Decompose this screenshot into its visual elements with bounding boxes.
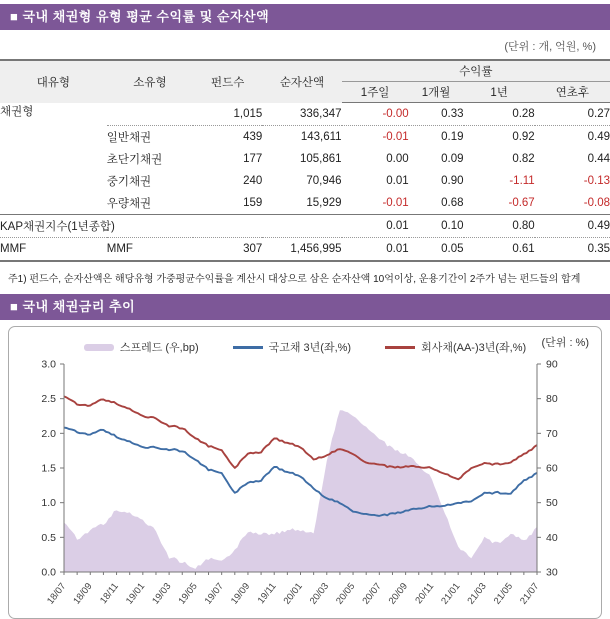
- svg-text:21/03: 21/03: [465, 581, 489, 607]
- legend-item-spread: [84, 339, 199, 355]
- svg-text:21/07: 21/07: [518, 581, 542, 607]
- svg-text:1.0: 1.0: [41, 497, 56, 510]
- svg-text:2.0: 2.0: [41, 427, 56, 440]
- svg-text:21/01: 21/01: [439, 581, 463, 607]
- svg-text:21/05: 21/05: [491, 581, 516, 607]
- section-title-fund-yield: ■ 국내 채권형 유형 평균 수익률 및 순자산액: [0, 4, 610, 30]
- svg-text:3.0: 3.0: [41, 358, 56, 371]
- chart-legend: [9, 327, 601, 356]
- svg-text:20/07: 20/07: [360, 581, 384, 607]
- svg-text:18/07: 18/07: [45, 581, 69, 607]
- legend-label-spread: 스프레드 (우,bp): [119, 342, 199, 354]
- table-row-quality-bond: 우량채권 159 15,929 -0.01 0.68 -0.67 -0.08: [0, 192, 610, 215]
- table-row-midterm-bond: 중기채권 240 70,946 0.01 0.90 -1.11 -0.13: [106, 175, 610, 188]
- svg-text:18/11: 18/11: [98, 581, 121, 607]
- table-row-ultrashort-bond: 초단기채권 177 105,861 0.00 0.09 0.82 0.44: [106, 153, 610, 166]
- legend-label-ktb3y: 국고채 3년(좌,%): [268, 342, 352, 354]
- col-header-1week: 1주일: [342, 82, 409, 103]
- svg-text:19/01: 19/01: [123, 581, 148, 607]
- svg-text:19/03: 19/03: [150, 581, 174, 607]
- svg-text:80: 80: [546, 393, 558, 406]
- table-row-kap-index: KAP채권지수(1년종합) 0.01 0.10 0.80 0.49: [0, 215, 610, 238]
- svg-text:18/09: 18/09: [71, 581, 95, 607]
- svg-text:20/11: 20/11: [413, 581, 437, 607]
- chart-unit-note: (단위 : %): [541, 337, 589, 349]
- col-header-type: 대유형: [0, 60, 107, 103]
- svg-text:19/11: 19/11: [255, 581, 279, 607]
- corp3y-swatch: [385, 346, 415, 349]
- svg-text:90: 90: [546, 358, 558, 371]
- svg-text:0.0: 0.0: [41, 566, 56, 579]
- svg-text:19/07: 19/07: [202, 581, 227, 607]
- svg-text:20/01: 20/01: [281, 581, 305, 607]
- svg-text:40: 40: [546, 531, 558, 544]
- col-header-ytd: 연초후: [535, 82, 610, 103]
- table-unit-note: (단위 : 개, 억원, %): [504, 41, 596, 53]
- section-title-bond-rate: ■ 국내 채권금리 추이: [0, 294, 610, 320]
- svg-text:1.5: 1.5: [41, 462, 56, 475]
- svg-text:19/09: 19/09: [228, 581, 253, 607]
- col-header-funds: 펀드수: [193, 60, 262, 103]
- bond-rate-chart-panel: [8, 326, 602, 619]
- svg-text:60: 60: [546, 462, 558, 475]
- legend-item-corp3y: [385, 339, 526, 355]
- col-header-yield-group: 수익률: [342, 60, 610, 82]
- spread-swatch: [84, 344, 114, 351]
- svg-text:0.5: 0.5: [41, 531, 56, 544]
- svg-text:20/05: 20/05: [334, 581, 358, 607]
- col-header-1year: 1년: [464, 82, 535, 103]
- legend-label-corp3y: 회사채(AA-)3년(좌,%): [421, 342, 527, 354]
- table-row-bond-total: 채권형 1,015 336,347 -0.00 0.33 0.28 0.27: [0, 103, 610, 126]
- ktb3y-swatch: [233, 346, 263, 349]
- svg-text:50: 50: [546, 497, 558, 510]
- svg-text:30: 30: [546, 566, 558, 579]
- svg-text:2.5: 2.5: [41, 393, 56, 406]
- svg-text:20/09: 20/09: [386, 581, 410, 607]
- svg-text:20/03: 20/03: [307, 581, 332, 607]
- table-row-general-bond: 일반채권 439 143,611 -0.01 0.19 0.92 0.49: [106, 131, 610, 144]
- col-header-1month: 1개월: [409, 82, 464, 103]
- col-header-nav: 순자산액: [262, 60, 341, 103]
- table-footnote: 주1) 펀드수, 순자산액은 해당유형 가중평균수익률을 계산시 대상으로 삼은 순자산액 10억이상, 운용기간이 2주가 넘는 펀드들의 합계: [8, 274, 581, 285]
- legend-item-ktb3y: [233, 339, 351, 355]
- fund-yield-table: [0, 59, 610, 262]
- bond-rate-chart: [9, 356, 597, 614]
- col-header-subtype: 소유형: [107, 60, 193, 103]
- svg-text:70: 70: [546, 427, 558, 440]
- table-row-mmf: MMF MMF 307 1,456,995 0.01 0.05 0.61 0.35: [0, 243, 610, 255]
- svg-text:19/05: 19/05: [176, 581, 200, 607]
